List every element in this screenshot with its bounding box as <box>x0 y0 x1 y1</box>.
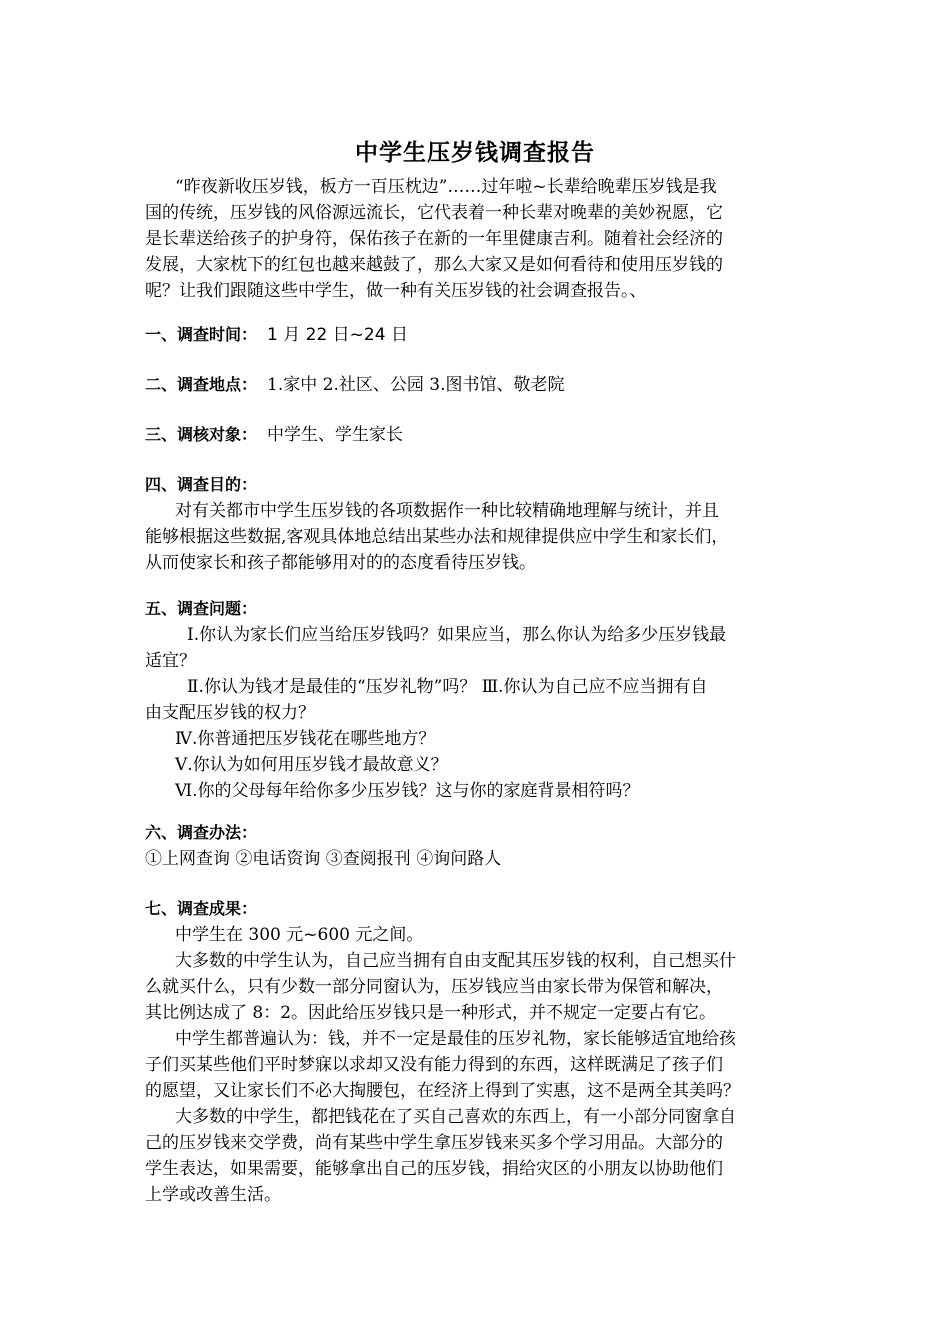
section-value: 1 月 22 日~24 日 <box>267 325 408 345</box>
paragraph-line: ①上网查询 ②电话资询 ③查阅报刊 ④询问路人 <box>145 849 502 869</box>
section-heading: 六、调查办法： <box>145 823 258 842</box>
intro-line: 呢？让我们跟随这些中学生，做一种有关压岁钱的社会调查报告。、 <box>145 281 647 301</box>
paragraph-line: 其比例达成了 8：2。因此给压岁钱只是一种形式，并不规定一定要占有它。 <box>145 1003 717 1023</box>
question-line: Ⅵ.你的父母每年给你多少压岁钱？这与你的家庭背景相符吗？ <box>175 781 640 801</box>
paragraph-line: 对有关都市中学生压岁钱的各项数据作一种比较精确地理解与统计，并且 <box>175 501 719 521</box>
section-heading: 一、调查时间： <box>145 325 258 344</box>
question-line: Ⅳ.你普通把压岁钱花在哪些地方？ <box>175 729 436 749</box>
section-heading: 五、调查问题： <box>145 599 258 618</box>
paragraph-line: 的愿望，又让家长们不必大掏腰包，在经济上得到了实惠，这不是两全其美吗？ <box>145 1081 740 1101</box>
question-line: Ⅱ.你认为钱才是最佳的“压岁礼物”吗？ Ⅲ.你认为自己应不应当拥有自 <box>187 677 708 697</box>
question-line: Ⅰ.你认为家长们应当给压岁钱吗？如果应当，那么你认为给多少压岁钱最 <box>187 625 727 645</box>
paragraph-line: 大多数的中学生，都把钱花在了买自己喜欢的东西上，有一小部分同窗拿自 <box>175 1107 736 1127</box>
paragraph-line: 中学生都普遍认为：钱，并不一定是最佳的压岁礼物，家长能够适宜地给孩 <box>175 1029 736 1049</box>
question-line: Ⅴ.你认为如何用压岁钱才最故意义？ <box>175 755 448 775</box>
section-heading: 四、调查目的： <box>145 475 258 494</box>
question-line: 适宜？ <box>145 651 196 671</box>
paragraph-line: 上学或改善生活。 <box>145 1185 281 1205</box>
section-purpose <box>145 472 805 576</box>
paragraph-line: 能够根据这些数据,客观具体地总结出某些办法和规律提供应中学生和家长们， <box>145 527 729 547</box>
section-heading: 七、调查成果： <box>145 899 258 918</box>
page-title: 中学生压岁钱调查报告 <box>355 140 595 166</box>
section-time <box>145 322 408 348</box>
paragraph-line: 么就买什么，只有少数一部分同窗认为，压岁钱应当由家长带为保管和解决， <box>145 977 723 997</box>
section-value: 中学生、学生家长 <box>267 425 404 445</box>
section-questions <box>145 596 805 804</box>
intro-line: “昨夜新收压岁钱，板方一百压枕边”……过年啦~长辈给晚辈压岁钱是我 <box>175 177 717 197</box>
section-results <box>145 896 805 1208</box>
intro-paragraph <box>145 174 805 304</box>
paragraph-line: 中学生在 300 元~600 元之间。 <box>175 925 424 945</box>
intro-line: 发展，大家枕下的红包也越来越鼓了，那么大家又是如何看待和使用压岁钱的 <box>145 255 723 275</box>
section-heading: 二、调查地点： <box>145 375 258 394</box>
paragraph-line: 从而使家长和孩子都能够用对的的态度看待压岁钱。 <box>145 553 536 573</box>
question-line: 由支配压岁钱的权力？ <box>145 703 315 723</box>
intro-line: 国的传统，压岁钱的风俗源远流长，它代表着一种长辈对晚辈的美妙祝愿，它 <box>145 203 723 223</box>
paragraph-line: 大多数的中学生认为，自己应当拥有自由支配其压岁钱的权利，自己想买什 <box>175 951 736 971</box>
paragraph-line: 子们买某些他们平时梦寐以求却又没有能力得到的东西，这样既满足了孩子们 <box>145 1055 723 1075</box>
intro-line: 是长辈送给孩子的护身符，保佑孩子在新的一年里健康吉利。随着社会经济的 <box>145 229 723 249</box>
paragraph-line: 学生表达，如果需要，能够拿出自己的压岁钱，捐给灾区的小朋友以协助他们 <box>145 1159 723 1179</box>
section-value: 1.家中 2.社区、公园 3.图书馆、敬老院 <box>267 375 565 395</box>
section-methods <box>145 820 805 872</box>
section-subjects <box>145 422 403 448</box>
section-location <box>145 372 564 398</box>
section-heading: 三、调核对象： <box>145 425 258 444</box>
paragraph-line: 己的压岁钱来交学费，尚有某些中学生拿压岁钱来买多个学习用品。大部分的 <box>145 1133 723 1153</box>
